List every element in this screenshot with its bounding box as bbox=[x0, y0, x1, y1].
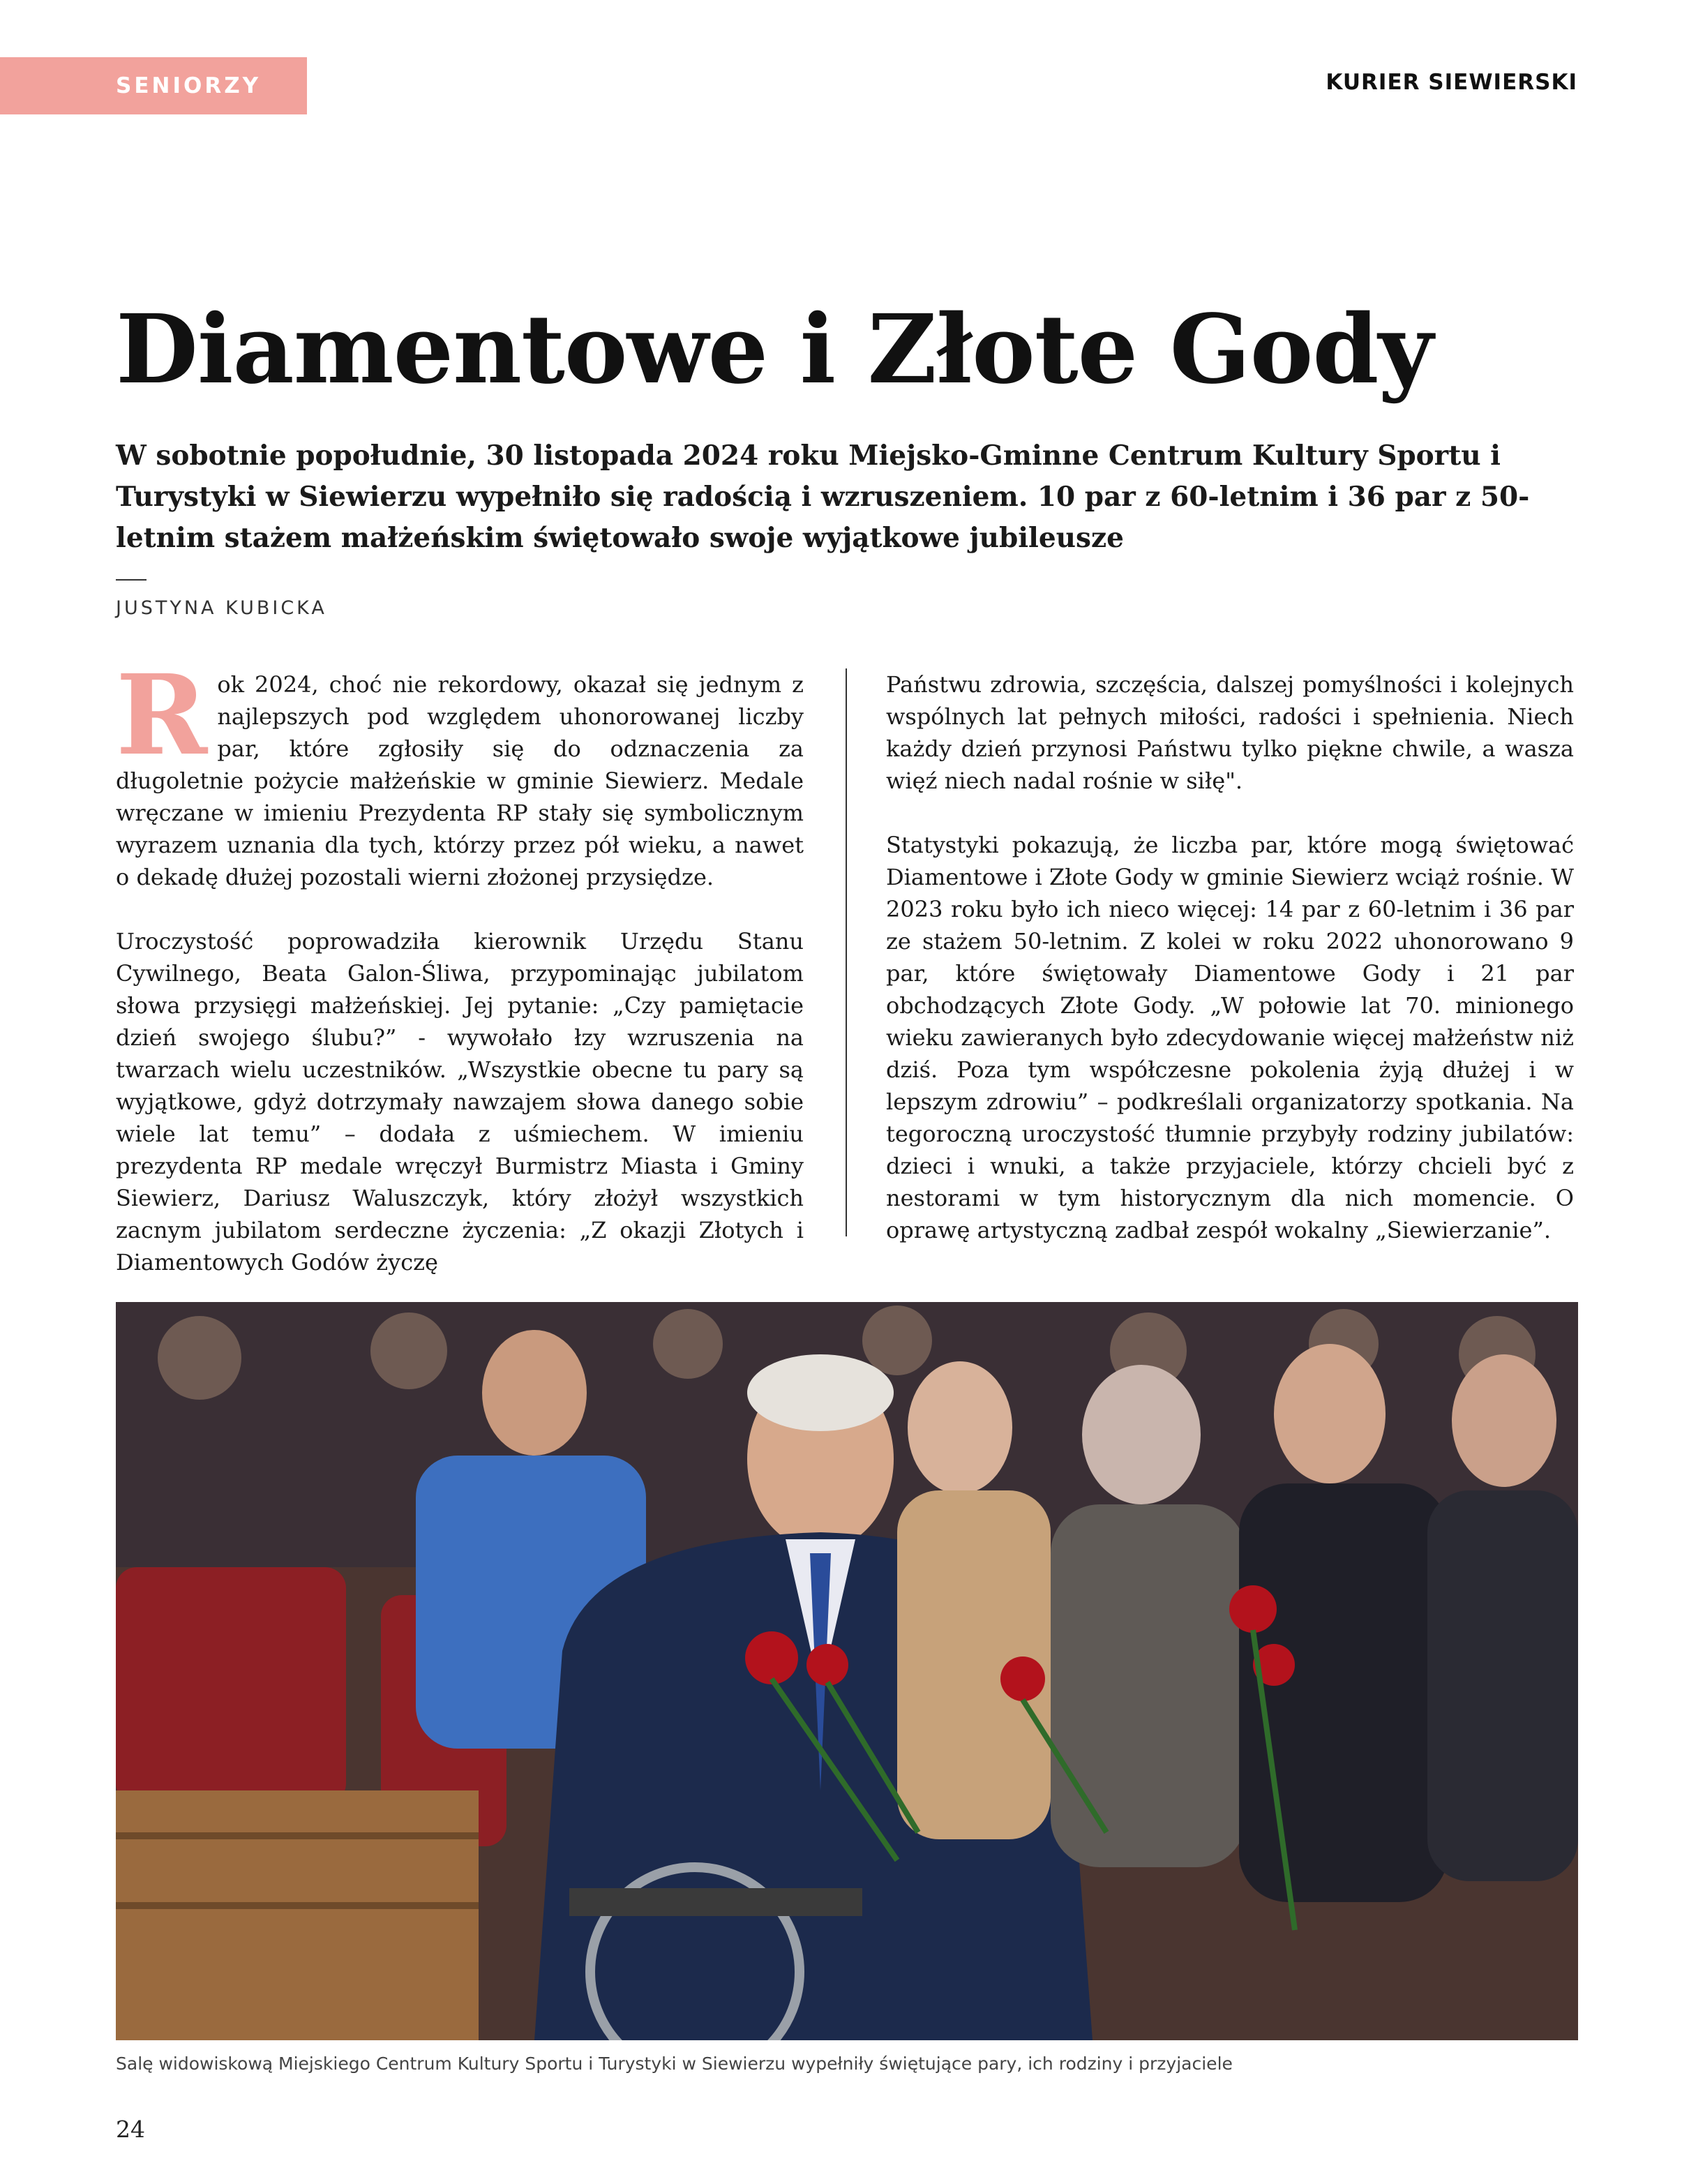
paragraph: Statystyki pokazują, że liczba par, które mogą świętować Diamentowe i Złote Gody w gminie Siewierz wciąż rośnie. W 2023 roku było ich nieco więcej: 14 par z 60-letnim i 36 par ze stażem 50-letnim. Z kolei w roku 2022 uhonorowano 9 par, które świętowały Diamentowe Gody i 21 par obchodzących Złote Gody. „W połowie lat 70. minionego wieku zawieranych było zdecydowanie więcej małżeństw niż dziś. Poza tym współczesne pokolenia żyją dłużej i w lepszym zdrowiu” – podkreślali organizatorzy spotkania. Na tegoroczną uroczystość tłumnie przybyły rodziny jubilatów: dzieci i wnuki, a także przyjaciele, którzy chcieli być z nestorami w tym historycznym dla nich momencie. O oprawę artystyczną zadbał zespół wokalny „Siewierzanie”. bbox=[886, 832, 1574, 1243]
photo-caption: Salę widowiskową Miejskiego Centrum Kultury Sportu i Turystyki w Siewierzu wypełniły świętujące pary, ich rodziny i przyjaciele bbox=[116, 2054, 1233, 2074]
drop-cap: R bbox=[116, 651, 208, 780]
photo-illustration bbox=[116, 1302, 1578, 2040]
paragraph: Uroczystość poprowadziła kierownik Urzędu Stanu Cywilnego, Beata Galon-Śliwa, przypominając jubilatom słowa przysięgi małżeńskiej. Jej pytanie: „Czy pamiętacie dzień swojego ślubu?” - wywołało łzy wzruszenia na twarzach wielu uczestników. „Wszystkie obecne tu pary są wyjątkowe, gdyż dotrzymały nawzajem słowa danego sobie wiele lat temu” – dodała z uśmiechem. W imieniu prezydenta RP medale wręczył Burmistrz Miasta i Gminy Siewierz, Dariusz Waluszczyk, który złożył wszystkich zacnym jubilatom serdeczne życzenia: „Z okazji Złotych i Diamentowych Godów życzę bbox=[116, 928, 804, 1276]
paragraph bbox=[116, 651, 804, 893]
column-divider bbox=[846, 668, 847, 1236]
section-label: SENIORZY bbox=[116, 73, 262, 98]
paragraph-text: ok 2024, choć nie rekordowy, okazał się jednym z najlepszych pod względem uhonorowanej liczby par, które zgłosiły się do odznaczenia za długoletnie pożycie małżeńskie w gminie Siewierz. Medale wręczane w imieniu Prezydenta RP stały się symbolicznym wyrazem uznania dla tych, którzy przez pół wieku, a nawet o dekadę dłużej pozostali wierni złożonej przysiędze. bbox=[116, 671, 804, 890]
section-tab bbox=[0, 57, 307, 114]
article-author: JUSTYNA KUBICKA bbox=[116, 597, 327, 619]
author-rule bbox=[116, 579, 147, 581]
masthead: KURIER SIEWIERSKI bbox=[1326, 70, 1577, 95]
article-lead: W sobotnie popołudnie, 30 listopada 2024 roku Miejsko-Gminne Centrum Kultury Sportu i Turystyki w Siewierzu wypełniło się radością i wzruszeniem. 10 par z 60-letnim i 36 par z 50-letnim stażem małżeńskim świętowało swoje wyjątkowe jubileusze bbox=[116, 440, 1530, 554]
article-title: Diamentowe i Złote Gody bbox=[116, 294, 1433, 405]
right-column bbox=[886, 668, 1574, 1278]
article-photo bbox=[116, 1302, 1578, 2040]
left-column bbox=[116, 651, 804, 1310]
paragraph: Państwu zdrowia, szczęścia, dalszej pomyślności i kolejnych wspólnych lat pełnych miłości, radości i spełnienia. Niech każdy dzień przynosi Państwu tylko piękne chwile, a wasza więź niech nadal rośnie w siłę". bbox=[886, 671, 1574, 794]
page-number: 24 bbox=[116, 2116, 145, 2143]
